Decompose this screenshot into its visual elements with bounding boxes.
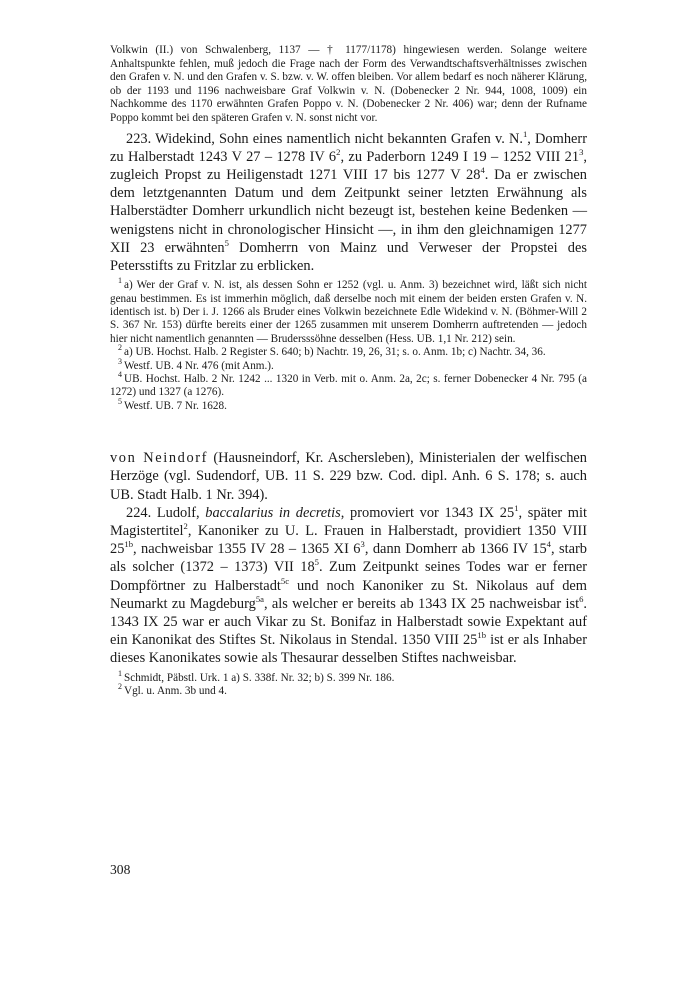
page-number: 308 xyxy=(110,862,131,877)
footnote-3: $^3$ Westf. UB. 4 Nr. 476 (mit Anm.). xyxy=(118,356,274,372)
footnote-2: $^2$ a) UB. Hochst. Halb. 2 Register S. 640; b) Nachtr. 19, 26, 31; s. o. Anm. 1b; c) Nachtr. 34, 36. xyxy=(118,343,546,359)
entry-224: 224. Ludolf, baccalarius in decretis, promoviert vor 1343 IX $25^1$, später mit Magistertitel$^2$, Kanoniker zu U. L. Frauen in Halberstadt, providiert 1350 VIII $25^{1b}$, nachweisbar 1355 IV 28 – 1365 XI $6^3$, dann Domherr ab 1366 IV $15^4$, starb als solcher (1372 – 1373) VII $18^5$. Zum Zeitpunkt seines Todes war er ferner Dompförtner zu Halberstadt$^{5c}$ und noch Kanoniker zu St. Nikolaus auf dem Neumarkt zu Magdeburg$^{5a}$, als welcher er bereits ab 1343 IX 25 nachweisbar ist$^6$. 1343 IX 25 war er auch Vikar zu St. Bonifaz in Halberstadt sowie Expektant auf ein Kanonikat des Stiftes St. Nikolaus in Stendal. 1350 VIII $25^{1b}$ ist er als Inhaber dieses Kanonikates sowie als Thesaurar desselben Stiftes nachweisbar. xyxy=(110,503,588,667)
footnotes-223 xyxy=(110,276,587,413)
continued-footnote-paragraph: Volkwin (II.) von Schwalenberg, 1137 — † 1177/1178) hingewiesen werden. Solange weitere Anhaltspunkte fehlen, muß jedoch die Frage nach der Form des Verwandtschaftsverhältnisses zwischen den Grafen v. N. und den Grafen v. S. bzw. v. W. offen bleiben. Vor allem bedarf es noch näherer Klärung, ob der 1193 und 1196 nachweisbare Graf Volkwin v. N. (Dobenecker 2 Nr. 944, 1008, 1009) ein Nachkomme des 1170 erwähnten Grafen Poppo v. N. (Dobenecker 2 Nr. 406) war; denn der Rufname Poppo kommt bei den späteren Grafen v. N. sonst nicht vor. xyxy=(110,44,587,124)
footnote-1: $^1$ Schmidt, Päbstl. Urk. 1 a) S. 338f. Nr. 32; b) S. 399 Nr. 186. xyxy=(118,668,395,684)
footnote-5: $^5$ Westf. UB. 7 Nr. 1628. xyxy=(118,397,227,412)
page-content xyxy=(110,44,587,699)
footnote-1: $^1$ a) Wer der Graf v. N. ist, als dessen Sohn er 1252 (vgl. u. Anm. 3) bezeichnet wird, läßt sich nicht genau bestimmen. Es ist immerhin möglich, daß derselbe noch mit einem der beiden ersten Grafen v. N. identisch ist. b) Der i. J. 1266 als Bruder eines Volkwin bezeichnete Edle Widekind v. N. (Böhmer-Will 2 S. 367 Nr. 153) dürfte bereits einer der 1265 zusammen mit unserem Domherrn auftretenden — jedoch hier nicht namentlich genannten — Brudersssöhne desselben (Hess. UB. 1,1 Nr. 212) sein. xyxy=(110,276,587,345)
footnote-2: $^2$ Vgl. u. Anm. 3b und 4. xyxy=(118,682,227,698)
neindorf-heading: von Neindorf (Hausneindorf, Kr. Aschersleben), Ministerialen der welfischen Herzöge (vgl. Sudendorf, UB. 11 S. 229 bzw. Cod. dipl. Anh. 6 S. 178; s. auch UB. Stadt Halb. 1 Nr. 394). xyxy=(110,450,587,503)
footnote-4: $^4$ UB. Hochst. Halb. 2 Nr. 1242 ... 1320 in Verb. mit o. Anm. 2a, 2c; s. ferner Dobenecker 4 Nr. 795 (a 1272) und 1327 (a 1276). xyxy=(110,370,587,399)
entry-223: 223. Widekind, Sohn eines namentlich nicht bekannten Grafen v. N.$^1$, Domherr zu Halberstadt 1243 V 27 – 1278 IV $6^2$, zu Paderborn 1249 I 19 – 1252 VIII $21^3$, zugleich Propst zu Heiligenstadt 1271 VIII 17 bis 1277 V $28^4$. Da er zwischen dem letztgenannten Datum und dem Zeitpunkt seiner letzten Erwähnung als Halberstädter Domherr urkundlich nicht bezeugt ist, bestehen keine Bedenken — wenigstens nicht in chronologischer Hinsicht —, in ihm den gleichnamigen 1277 XII 23 erwähnten$^5$ Domherrn von Mainz und Verweser der Propstei des Petersstifts zu Fritzlar zu erblicken. xyxy=(110,128,587,274)
footnotes-224 xyxy=(110,668,587,699)
